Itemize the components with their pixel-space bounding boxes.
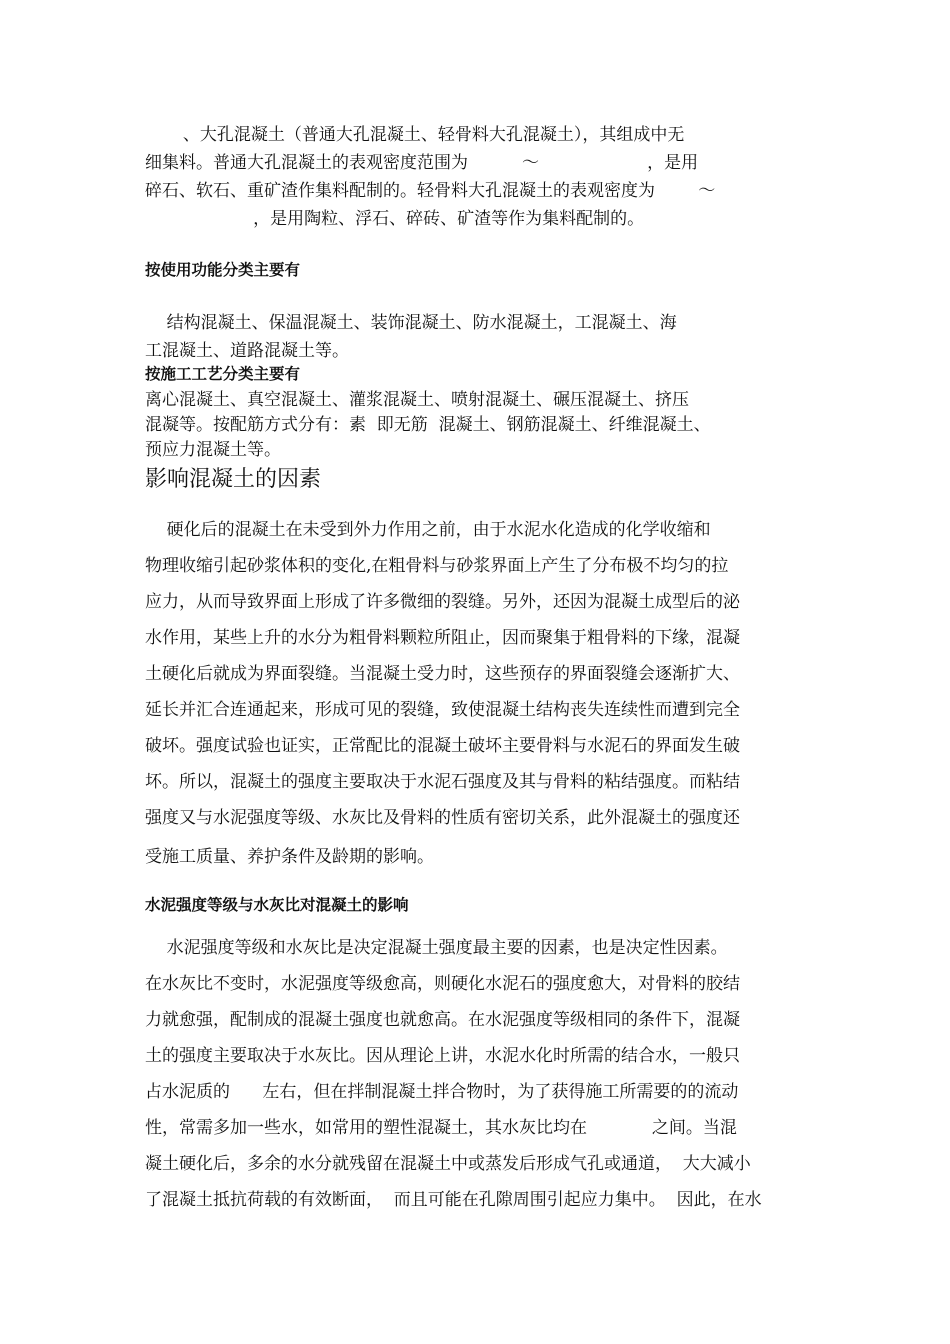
text-line: 延长并汇合连通起来，形成可见的裂缝，致使混凝土结构丧失连续性而遭到完全 bbox=[145, 700, 740, 720]
text-line: 力就愈强，配制成的混凝土强度也就愈高。在水泥强度等级相同的条件下，混凝 bbox=[145, 1010, 740, 1030]
text-line: 碎石、软石、重矿渣作集料配制的。轻骨料大孔混凝土的表观密度为 ～ bbox=[145, 181, 716, 201]
text-line: 了混凝土抵抗荷载的有效断面， 而且可能在孔隙周围引起应力集中。 因此，在水 bbox=[145, 1190, 762, 1210]
text-line: 预应力混凝土等。 bbox=[145, 440, 281, 460]
text-line: 土的强度主要取决于水灰比。因从理论上讲，水泥水化时所需的结合水，一般只 bbox=[145, 1046, 740, 1066]
text-line: 坏。所以，混凝土的强度主要取决于水泥石强度及其与骨料的粘结强度。而粘结 bbox=[145, 772, 740, 792]
section-title-factors: 影响混凝土的因素 bbox=[145, 467, 322, 492]
text-line: 水泥强度等级和水灰比是决定混凝土强度最主要的因素，也是决定性因素。 bbox=[145, 938, 728, 958]
text-line: 物理收缩引起砂浆体积的变化,在粗骨料与砂浆界面上产生了分布极不均匀的拉 bbox=[145, 556, 729, 576]
text-line: 性，常需多加一些水，如常用的塑性混凝土，其水灰比均在 之间。当混 bbox=[145, 1118, 737, 1138]
text-line: 土硬化后就成为界面裂缝。当混凝土受力时，这些预存的界面裂缝会逐渐扩大、 bbox=[145, 664, 740, 684]
section-heading-construction: 按施工工艺分类主要有 bbox=[145, 365, 301, 383]
section-heading-cement: 水泥强度等级与水灰比对混凝土的影响 bbox=[145, 896, 409, 914]
text-line: 受施工质量、养护条件及龄期的影响。 bbox=[145, 847, 434, 867]
text-line: 在水灰比不变时，水泥强度等级愈高，则硬化水泥石的强度愈大，对骨料的胶结 bbox=[145, 974, 740, 994]
text-line: 应力，从而导致界面上形成了许多微细的裂缝。另外，还因为混凝土成型后的泌 bbox=[145, 592, 740, 612]
text-line: 离心混凝土、真空混凝土、灌浆混凝土、喷射混凝土、碾压混凝土、挤压 bbox=[145, 390, 689, 410]
text-line: 强度又与水泥强度等级、水灰比及骨料的性质有密切关系，此外混凝土的强度还 bbox=[145, 808, 740, 828]
text-line: 、大孔混凝土（普通大孔混凝土、轻骨料大孔混凝土），其组成中无 bbox=[145, 125, 685, 145]
text-line: 破坏。强度试验也证实，正常配比的混凝土破坏主要骨料与水泥石的界面发生破 bbox=[145, 736, 740, 756]
text-line: 凝土硬化后，多余的水分就残留在混凝土中或蒸发后形成气孔或通道， 大大减小 bbox=[145, 1154, 751, 1174]
text-line: 结构混凝土、保温混凝土、装饰混凝土、防水混凝土，工混凝土、海 bbox=[145, 313, 677, 333]
text-line: 硬化后的混凝土在未受到外力作用之前，由于水泥水化造成的化学收缩和 bbox=[145, 520, 711, 540]
text-line: 占水泥质的 左右，但在拌制混凝土拌合物时，为了获得施工所需要的的流动 bbox=[145, 1082, 739, 1102]
text-line: 水作用，某些上升的水分为粗骨料颗粒所阻止，因而聚集于粗骨料的下缘，混凝 bbox=[145, 628, 740, 648]
text-line: 混凝等。按配筋方式分有：素 即无筋 混凝土、钢筋混凝土、纤维混凝土、 bbox=[145, 415, 711, 435]
text-line: 工混凝土、道路混凝土等。 bbox=[145, 341, 349, 361]
section-heading-function: 按使用功能分类主要有 bbox=[145, 261, 301, 279]
text-line: ，是用陶粒、浮石、碎砖、矿渣等作为集料配制的。 bbox=[145, 209, 645, 229]
text-line: 细集料。普通大孔混凝土的表观密度范围为 ～ ，是用 bbox=[145, 153, 699, 173]
